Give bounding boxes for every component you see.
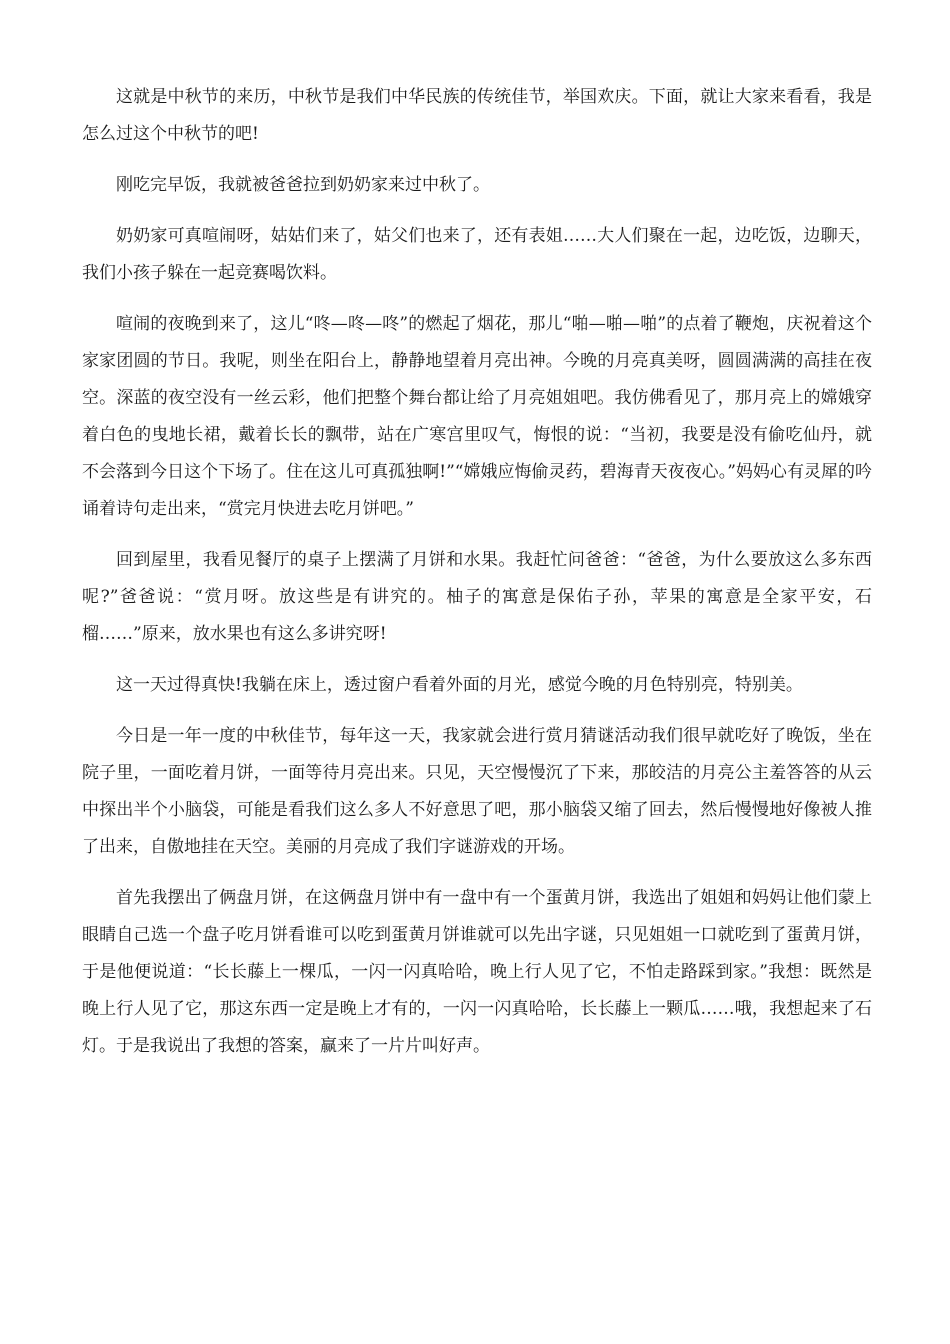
paragraph-4: 喧闹的夜晚到来了，这儿“咚—咚—咚”的燃起了烟花，那儿“啪—啪—啪”的点着了鞭炮，庆祝着这个家家团圆的节日。我呢，则坐在阳台上，静静地望着月亮出神。今晚的月亮真美呀，圆圆满满的高挂在夜空。深蓝的夜空没有一丝云彩，他们把整个舞台都让给了月亮姐姐吧。我仿佛看见了，那月亮上的嫦娥穿着白色的曳地长裙，戴着长长的飘带，站在广寒宫里叹气，悔恨的说：“当初，我要是没有偷吃仙丹，就不会落到今日这个下场了。住在这儿可真孤独啊!”“嫦娥应悔偷灵药，碧海青天夜夜心。”妈妈心有灵犀的吟诵着诗句走出来，“赏完月快进去吃月饼吧。” [82,314,872,519]
paragraph-7: 今日是一年一度的中秋佳节，每年这一天，我家就会进行赏月猜谜活动我们很早就吃好了晚饭，坐在院子里，一面吃着月饼，一面等待月亮出来。只见，天空慢慢沉了下来，那皎洁的月亮公主羞答答的从云中探出半个小脑袋，可能是看我们这么多人不好意思了吧，那小脑袋又缩了回去，然后慢慢地好像被人推了出来，自傲地挂在天空。美丽的月亮成了我们字谜游戏的开场。 [82,726,872,857]
paragraph-5: 回到屋里，我看见餐厅的桌子上摆满了月饼和水果。我赶忙问爸爸：“爸爸，为什么要放这么多东西呢?”爸爸说：“赏月呀。放这些是有讲究的。柚子的寓意是保佑子孙，苹果的寓意是全家平安，石榴……”原来，放水果也有这么多讲究呀! [82,550,872,644]
paragraph-8: 首先我摆出了俩盘月饼，在这俩盘月饼中有一盘中有一个蛋黄月饼，我选出了姐姐和妈妈让他们蒙上眼睛自己选一个盘子吃月饼看谁可以吃到蛋黄月饼谁就可以先出字谜，只见姐姐一口就吃到了蛋黄月饼，于是他便说道：“长长藤上一棵瓜，一闪一闪真哈哈，晚上行人见了它，不怕走路踩到家。”我想：既然是晚上行人见了它，那这东西一定是晚上才有的，一闪一闪真哈哈，长长藤上一颗瓜……哦，我想起来了石灯。于是我说出了我想的答案，赢来了一片片叫好声。 [82,888,872,1056]
paragraph-1: 这就是中秋节的来历，中秋节是我们中华民族的传统佳节，举国欢庆。下面，就让大家来看看，我是怎么过这个中秋节的吧! [82,87,872,144]
paragraph-6: 这一天过得真快!我躺在床上，透过窗户看着外面的月光，感觉今晚的月色特别亮，特别美。 [116,675,803,695]
paragraph-3: 奶奶家可真喧闹呀，姑姑们来了，姑父们也来了，还有表姐……大人们聚在一起，边吃饭，边聊天，我们小孩子躲在一起竞赛喝饮料。 [82,226,872,283]
paragraph-2: 刚吃完早饭，我就被爸爸拉到奶奶家来过中秋了。 [116,175,490,195]
document-body [82,79,872,1079]
